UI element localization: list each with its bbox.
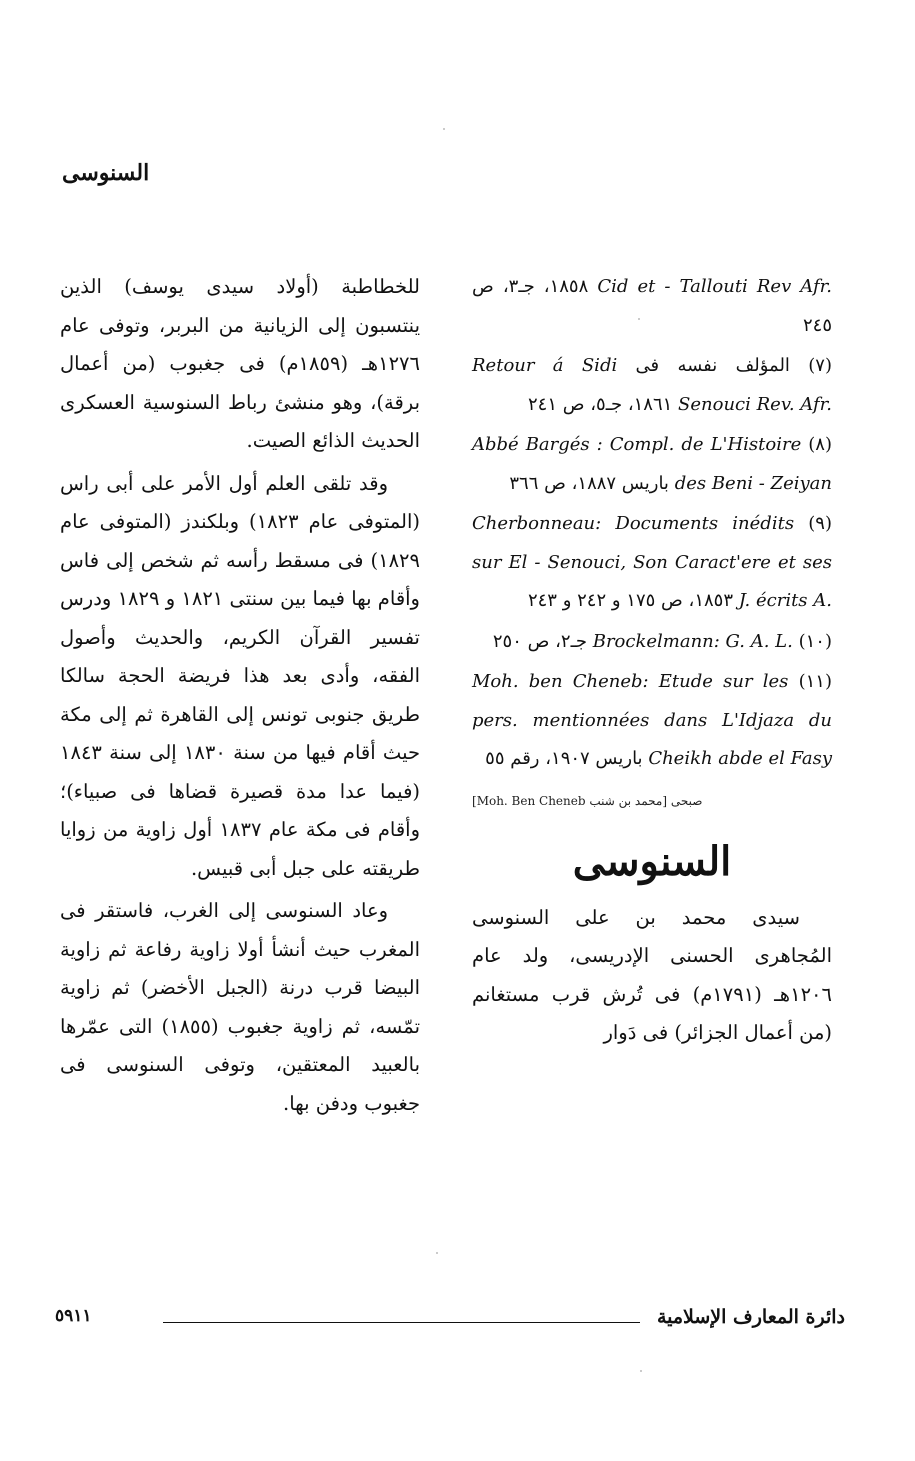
scan-speck-decoration: [436, 1252, 438, 1254]
body-paragraph: للخطاطبة (أولاد سيدى يوسف) الذين ينتسبون إلى الزيانية من البربر، وتوفى عام ١٢٧٦هـ (١٨٥٩م) فى جغبوب (من أعمال برقة)، وهو منشئ رباط السنوسية العسكرى الحديث الذائع الصيت.: [60, 275, 420, 452]
footer-rule-divider: [163, 1322, 640, 1323]
reference-latin-text: Abbé Bargés : Compl. de L'Histoire des Beni - Zeiyan: [472, 434, 832, 494]
reference-arabic-prefix: (١٠): [798, 630, 832, 652]
reference-item: [472, 505, 832, 621]
scan-speck-decoration: [638, 318, 640, 320]
reference-arabic-prefix: (٧) المؤلف نفسه فى: [635, 355, 832, 376]
reference-latin-text: Moh. ben Cheneb: Etude sur les pers. mentionnées dans L'Idjaza du Cheikh abde el Fasy: [472, 671, 832, 769]
page-number: ٥٩١١: [55, 1306, 92, 1326]
reference-item: [472, 663, 832, 779]
reference-arabic-prefix: (٨): [808, 434, 832, 455]
running-header-title: السنوسى: [62, 160, 150, 186]
reference-arabic-prefix: (١١): [798, 671, 832, 692]
entry-heading: السنوسى: [572, 837, 732, 885]
entry-paragraph: سيدى محمد بن على السنوسى المُجاهرى الحسنى الإدريسى، ولد عام ١٢٠٦هـ (١٧٩١م) فى تُرش قرب مستغانم (من أعمال الجزائر) فى دَوار: [472, 905, 832, 1044]
scan-speck-decoration: [640, 1370, 642, 1372]
reference-arabic-suffix: باريس ١٨٨٧، ص ٣٦٦: [509, 472, 669, 494]
page-footer: [55, 1306, 845, 1336]
reference-arabic-suffix: ١٨٥٨، جـ٣، ص ٢٤٥: [472, 276, 832, 336]
reference-arabic-suffix: ١٨٥٣، ص ١٧٥ و ٢٤٢ و ٢٤٣: [527, 590, 733, 611]
body-paragraph: وقد تلقى العلم أول الأمر على أبى راس (المتوفى عام ١٨٢٣) وبلكندز (المتوفى عام ١٨٢٩) فى مسقط رأسه ثم شخص إلى فاس وأقام بها فيما بين سنتى ١٨٢١ و ١٨٢٩ ودرس تفسير القرآن الكريم، والحديث وأصول الفقه، وأدى بعد هذا فريضة الحجة سالكا طريق جنوبى تونس إلى القاهرة ثم إلى مكة حيث أقام فيها من سنة ١٨٣٠ إلى سنة ١٨٤٣ (فيما عدا مدة قصيرة قضاها فى صبياء)؛ وأقام فى مكة عام ١٨٣٧ أول زاوية من زوايا طريقته على جبل أبى قبيس.: [60, 471, 421, 880]
reference-arabic-prefix: (٩): [808, 513, 832, 534]
reference-item: [472, 268, 832, 345]
scan-speck-decoration: [443, 128, 445, 130]
footer-publication-title: دائرة المعارف الإسلامية: [656, 1306, 845, 1328]
reference-item: [472, 426, 832, 503]
reference-arabic-suffix: ١٨٦١، جـ٥، ص ٢٤١: [528, 393, 673, 415]
reference-latin-text: Cid et - Tallouti Rev Afr.: [597, 276, 832, 297]
body-paragraph: وعاد السنوسى إلى الغرب، فاستقر فى المغرب حيث أنشأ أولا زاوية رفاعة ثم زاوية البيضا قرب درنة (الجبل الأخضر) ثم زاوية تمّسه، ثم زاوية جغبوب (١٨٥٥) التى عمّرها بالعبيد المعتقين، وتوفى السنوسى فى جغبوب ودفن بها.: [60, 899, 420, 1115]
right-column: [472, 268, 832, 1057]
reference-arabic-suffix: باريس ١٩٠٧، رقم ٥٥: [485, 748, 643, 769]
reference-item: [472, 347, 832, 424]
reference-latin-text: Brockelmann: G. A. L.: [592, 630, 793, 652]
reference-latin-text: Cherbonneau: Documents inédits sur El - Senouci, Son Caract'ere et ses J. écrits A.: [472, 513, 832, 611]
author-signature: صبحى [محمد بن شنب Moh. Ben Cheneb]: [472, 793, 703, 808]
reference-latin-text: Retour á Sidi Senouci Rev. Afr.: [472, 355, 832, 415]
reference-item: [472, 623, 832, 662]
reference-arabic-suffix: جـ٢، ص ٢٥٠: [492, 630, 587, 652]
left-column: [60, 268, 420, 1127]
